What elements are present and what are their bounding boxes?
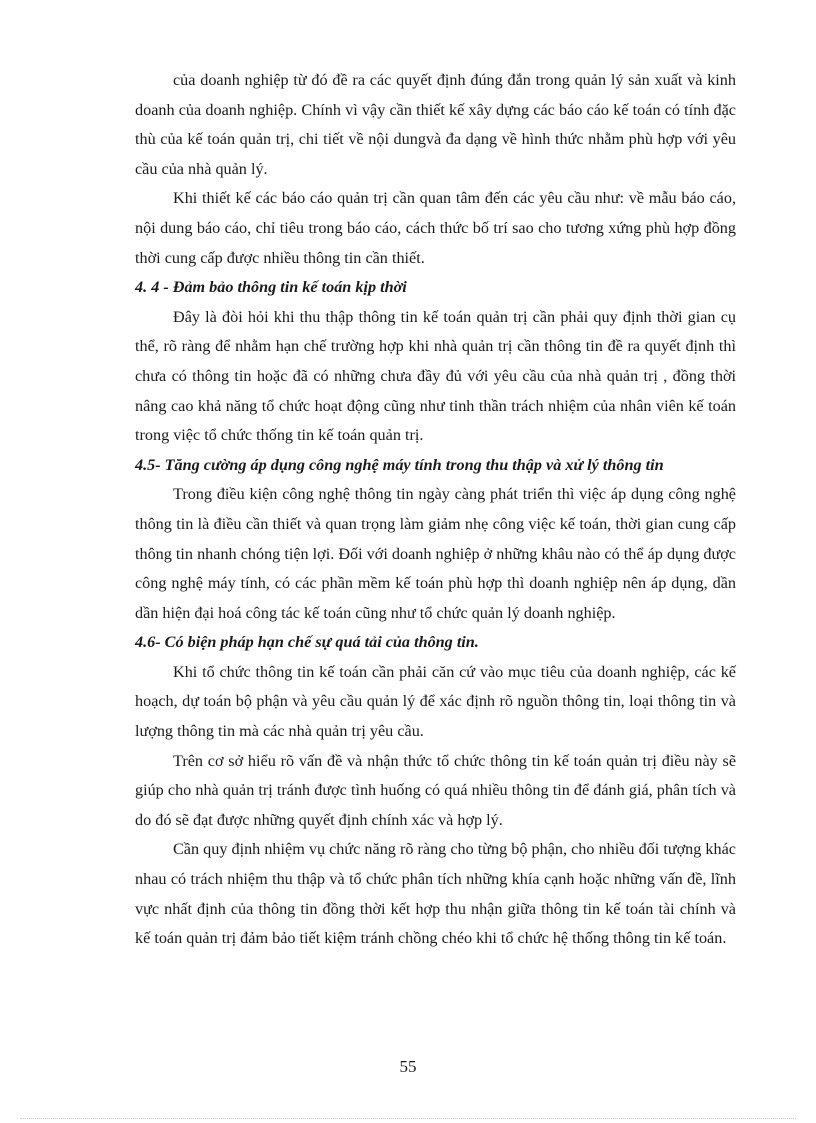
page-number: 55 <box>399 1057 417 1076</box>
paragraph-continuation: của doanh nghiệp từ đó đề ra các quyết định đúng đắn trong quản lý sản xuất và kinh doanh của doanh nghiệp. Chính vì vậy cần thiết kế xây dựng các báo cáo kế toán có tính đặc thù của kế toán quản trị, chi tiết về nội dungvà đa dạng về hình thức nhằm phù hợp với yêu cầu của nhà quản lý. <box>135 71 736 178</box>
heading-4-4: 4. 4 - Đảm bảo thông tin kế toán kịp thời <box>135 278 407 297</box>
heading-4-6: 4.6- Có biện pháp hạn chế sự quá tải của thông tin. <box>135 633 479 652</box>
paragraph-4-5: Trong điều kiện công nghệ thông tin ngày càng phát triển thì việc áp dụng công nghệ thông tin là điều cần thiết và quan trọng làm giảm nhẹ công việc kế toán, thời gian cung cấp thông tin nhanh chóng tiện lợi. Đối với doanh nghiệp ở những khâu nào có thể áp dụng được công nghệ máy tính, có các phần mềm kế toán phù hợp thì doanh nghiệp nên áp dụng, dần dần hiện đại hoá công tác kế toán cũng như tổ chức quản lý doanh nghiệp. <box>135 485 736 622</box>
footer-divider <box>20 1118 796 1119</box>
paragraph-design-reports: Khi thiết kế các báo cáo quản trị cần quan tâm đến các yêu cầu như: về mẫu báo cáo, nội dung báo cáo, chỉ tiêu trong báo cáo, cách thức bố trí sao cho tương xứng phù hợp đồng thời cung cấp được nhiều thông tin cần thiết. <box>135 189 736 267</box>
document-page <box>135 66 736 954</box>
paragraph-4-6-c: Cần quy định nhiệm vụ chức năng rõ ràng cho từng bộ phận, cho nhiều đối tượng khác nhau có trách nhiệm thu thập và tổ chức phân tích những khía cạnh hoặc những vấn đề, lĩnh vực nhất định của thông tin đồng thời kết hợp thu nhận giữa thông tin kế toán tài chính và kế toán quản trị đảm bảo tiết kiệm tránh chồng chéo khi tổ chức hệ thống thông tin kế toán. <box>135 840 736 948</box>
paragraph-4-4: Đây là đòi hỏi khi thu thập thông tin kế toán quản trị cần phải quy định thời gian cụ thể, rõ ràng để nhằm hạn chế trường hợp khi nhà quản trị cần thông tin đề ra quyết định thì chưa có thông tin hoặc đã có những chưa đầy đủ với yêu cầu của nhà quản trị , đồng thời nâng cao khả năng tổ chức hoạt động cũng như tinh thần trách nhiệm của nhân viên kế toán trong việc tổ chức thống tin kế toán quản trị. <box>135 307 736 445</box>
heading-4-5: 4.5- Tăng cường áp dụng công nghệ máy tính trong thu thập và xử lý thông tin <box>135 455 664 474</box>
paragraph-4-6-b: Trên cơ sở hiểu rõ vấn đề và nhận thức tổ chức thông tin kế toán quản trị điều này sẽ giúp cho nhà quản trị tránh được tình huống có quá nhiều thông tin để đánh giá, phân tích và do đó sẽ đạt được những quyết định chính xác và hợp lý. <box>135 751 736 829</box>
paragraph-4-6-a: Khi tổ chức thông tin kế toán cần phải căn cứ vào mục tiêu của doanh nghiệp, các kế hoạch, dự toán bộ phận và yêu cầu quản lý để xác định rõ nguồn thông tin, loại thông tin và lượng thông tin mà các nhà quản trị yêu cầu. <box>135 662 736 741</box>
